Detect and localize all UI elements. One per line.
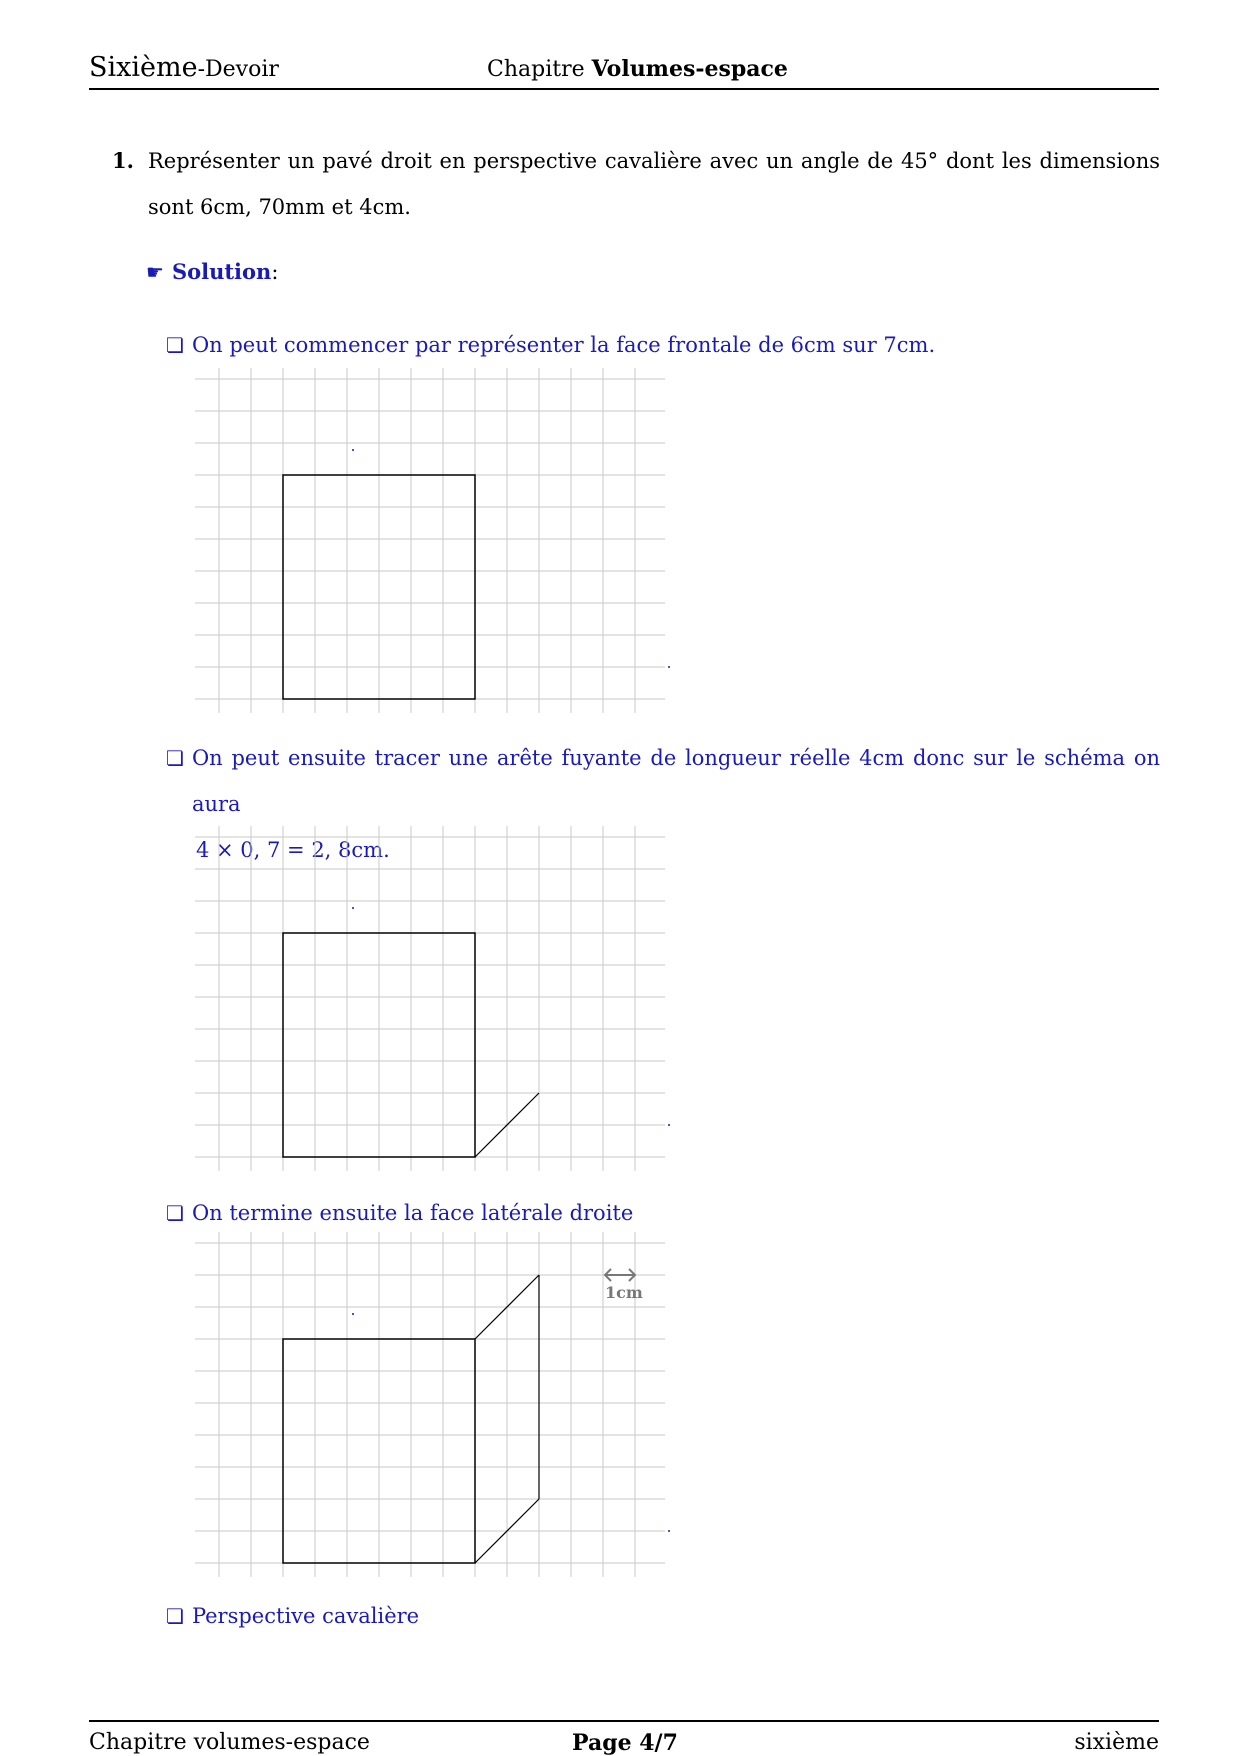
- scale-label: 1cm: [605, 1283, 643, 1302]
- header-class: Sixième: [89, 52, 198, 83]
- step-3: [166, 1190, 633, 1236]
- step-1: [166, 322, 935, 368]
- figure-1-front-face: [195, 368, 670, 713]
- grid-lines: [195, 826, 665, 1171]
- dot-mark: [668, 1530, 670, 1532]
- step-2-text-line-2: 4 × 0, 7 = 2, 8cm.: [196, 838, 390, 862]
- figure-2-receding-edge: [195, 826, 670, 1171]
- step-4: [166, 1593, 419, 1639]
- page-footer: [89, 1720, 1159, 1756]
- header-type: -Devoir: [197, 57, 279, 82]
- step-3-text: On termine ensuite la face latérale droite: [191, 1201, 634, 1225]
- question-number: 1.: [112, 148, 134, 173]
- dot-mark: [352, 907, 354, 909]
- checkbox-icon: ❏: [166, 333, 184, 357]
- scale-indicator: [605, 1269, 643, 1302]
- header-chapter-title: Volumes-espace: [591, 56, 788, 82]
- footer-chapter: Chapitre volumes-espace: [89, 1730, 370, 1755]
- step-4-text: Perspective cavalière: [191, 1604, 420, 1628]
- grid-lines: [195, 1232, 665, 1577]
- dot-mark: [352, 1313, 354, 1315]
- grid-lines: [195, 368, 665, 713]
- checkbox-icon: ❏: [166, 746, 184, 770]
- dot-mark: [352, 449, 354, 451]
- header-chapter-prefix: Chapitre: [487, 57, 592, 82]
- step-2-line-1: [166, 735, 1160, 827]
- footer-page-number: Page 4/7: [572, 1730, 678, 1756]
- checkbox-icon: ❏: [166, 1201, 184, 1225]
- figure-3-side-face: [195, 1232, 670, 1577]
- step-2-text-line-1: On peut ensuite tracer une arête fuyante de longueur réelle 4cm donc sur le schéma on aura: [191, 746, 1160, 816]
- solution-label: Solution: [171, 259, 272, 284]
- step-1-text: On peut commencer par représenter la face frontale de 6cm sur 7cm.: [191, 333, 936, 357]
- question-text: Représenter un pavé droit en perspective cavalière avec un angle de 45° dont les dimensions sont 6cm, 70mm et 4cm.: [148, 149, 1160, 219]
- solution-colon: :: [271, 260, 279, 284]
- page-header: [89, 48, 1159, 90]
- dot-mark: [668, 1124, 670, 1126]
- footer-level: sixième: [1074, 1730, 1159, 1755]
- solution-heading: [146, 259, 278, 284]
- header-left: [89, 52, 279, 83]
- header-chapter: [487, 56, 788, 82]
- dot-mark: [668, 666, 670, 668]
- checkbox-icon: ❏: [166, 1604, 184, 1628]
- pointing-hand-icon: ☛: [146, 260, 164, 284]
